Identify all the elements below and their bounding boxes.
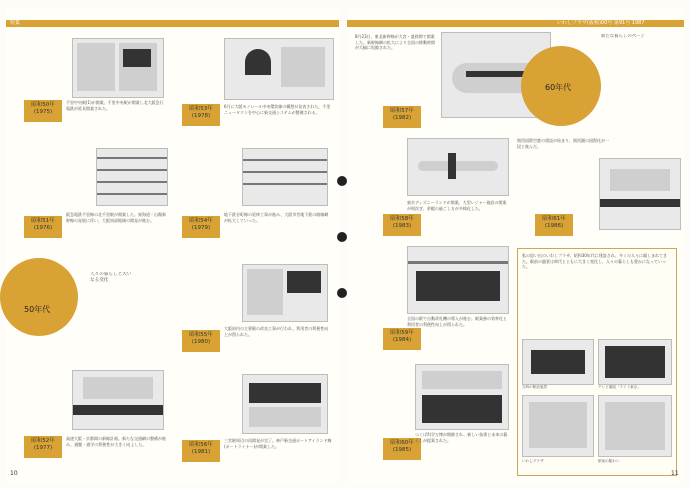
era-label-1985: 昭和60年 (1985) xyxy=(383,438,421,460)
photo-letter-3 xyxy=(522,395,594,457)
caption-2: テレビ番組「ライト東京」 xyxy=(598,385,641,389)
text-1980: 大阪府内の主要駅の改良工事が行われ、利用者の利便性向上が図られた。 xyxy=(224,326,329,337)
caption-3: いわしプラザ xyxy=(522,459,544,463)
era-label-1980: 昭和55年 (1980) xyxy=(182,330,220,352)
caption-4: 駅前の賑わい xyxy=(598,459,620,463)
vertical-heading: 新たな暮らしのページ xyxy=(601,34,645,39)
caption-1: 当時の駅前風景 xyxy=(522,385,548,389)
text-1976: 阪急電鉄千里線の北千里駅が開業した。東海道・山陽新幹線の発展に伴い、大阪南部地域の開発が進む。 xyxy=(66,212,166,223)
photo-letter-4 xyxy=(598,395,672,457)
photo-document-1976 xyxy=(96,148,168,206)
letter-box-text: 私の思い出のいわしプラザ。昭和30年代に建設され、多くの人々に親しまれてきた。駅前の風景は時代とともに大きく変化し、人々の暮らしも豊かになっていった。 xyxy=(522,253,668,270)
text-1979: 地下鉄谷町線の延伸工事が進み、大阪市営地下鉄の路線網が拡大していった。 xyxy=(224,212,329,223)
photo-station-1984 xyxy=(407,246,509,314)
photo-airplane-1983 xyxy=(407,138,509,196)
era-label-1977: 昭和52年 (1977) xyxy=(24,436,62,458)
era-label-1982: 昭和57年 (1982) xyxy=(383,106,421,128)
era-50s-label: 50年代 xyxy=(24,305,51,314)
photo-crowd-1985 xyxy=(415,364,509,430)
photo-document-1979 xyxy=(242,148,328,206)
section-tag: 特集 xyxy=(10,20,21,26)
header-tag: いわしプラザ(仮称)00号 第91号 1987 xyxy=(557,20,645,26)
era-label-1984: 昭和59年 (1984) xyxy=(383,328,421,350)
page-number-right: 11 xyxy=(671,470,679,477)
photo-magazine-1980 xyxy=(242,264,328,322)
left-page xyxy=(6,8,339,482)
era-label-1981: 昭和56年 (1981) xyxy=(182,440,220,462)
text-1986: 関西国際空港の建設が始まり、関西圏の国際化が一段と進んだ。 xyxy=(517,138,609,149)
photo-letter-1 xyxy=(522,339,594,385)
era-60s-label: 60年代 xyxy=(545,83,572,92)
text-1978: 6月に大阪モノレール中央環状線の構想が発表された。千里ニュータウンを中心に新交通システムが整備される。 xyxy=(224,104,331,115)
text-1977: 高速大阪・京都間の新線計画。新たな交通網の整備が進み、通勤・通学の利便性が大きく向上した。 xyxy=(66,436,166,447)
photo-crowd-1981 xyxy=(242,374,328,434)
photo-highway-1986 xyxy=(599,158,681,230)
era-label-1976: 昭和51年 (1976) xyxy=(24,216,62,238)
era-label-1986: 昭和61年 (1986) xyxy=(535,214,573,236)
page-number-left: 10 xyxy=(10,470,18,477)
text-1984: 全国の駅で自動改札機の導入が進む。駅業務の効率化と利用者の利便性向上が図られた。 xyxy=(407,316,507,327)
letter-box xyxy=(517,248,677,476)
text-1981: 三宮駅周辺の再開発が完了。神戸新交通ポートアイランド線(ポートライナー)が開業した。 xyxy=(224,438,332,449)
right-page xyxy=(347,8,684,482)
binding-hole-2 xyxy=(337,232,347,242)
left-header-band xyxy=(6,20,339,27)
sub-heading: 人々の暮らしと大いなる変化 xyxy=(90,272,132,283)
era-50s-circle xyxy=(0,258,78,336)
photo-letter-2 xyxy=(598,339,672,385)
era-label-1978: 昭和53年 (1978) xyxy=(182,104,220,126)
binding-hole-3 xyxy=(337,288,347,298)
text-1983: 東京ディズニーランドが開業。大型レジャー施設の開業が相次ぎ、余暇の過ごし方が多様化した。 xyxy=(407,200,507,211)
era-label-1979: 昭和54年 (1979) xyxy=(182,216,220,238)
photo-magazine-pages xyxy=(72,38,164,98)
binding-hole-1 xyxy=(337,176,347,186)
photo-tunnel-1978 xyxy=(224,38,334,100)
era-label-1983: 昭和58年 (1983) xyxy=(383,214,421,236)
text-1975: 千里中央駅(1)が開業。千里中央駅が開業し北大阪急行電鉄が延長開業された。 xyxy=(66,100,164,111)
text-1982: 8月23日、東北新幹線が大宮・盛岡間で開業した。新幹線網の拡大により全国の移動時間が大幅に短縮された。 xyxy=(355,34,435,51)
era-label-1975: 昭和50年 (1975) xyxy=(24,100,62,122)
photo-highway-1977 xyxy=(72,370,164,430)
text-1985: つくば科学万博が開催され、新しい技術と未来の暮らしが提案された。 xyxy=(415,432,508,443)
